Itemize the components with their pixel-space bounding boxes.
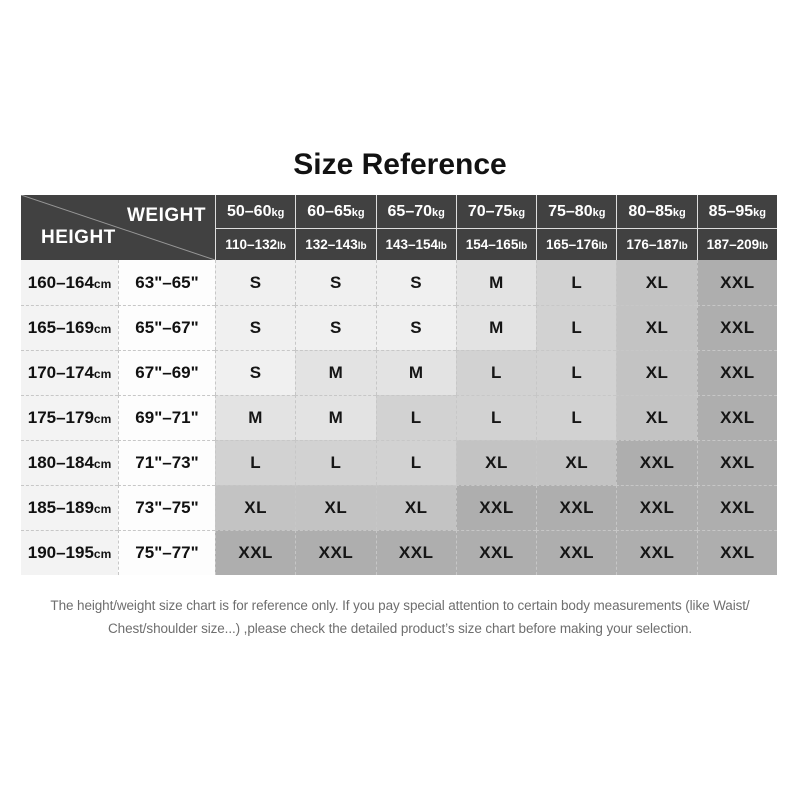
- size-cell: S: [376, 305, 456, 350]
- size-cell: M: [456, 305, 536, 350]
- size-cell: XXL: [697, 305, 777, 350]
- size-cell: XXL: [616, 440, 696, 485]
- disclaimer-text: [0, 594, 800, 640]
- size-cell: L: [536, 395, 616, 440]
- size-cell: XXL: [697, 530, 777, 575]
- page-title: Size Reference: [293, 148, 507, 181]
- disclaimer-line-1: The height/weight size chart is for reference only. If you pay special attention to certain body measurements (like Waist/: [50, 598, 750, 613]
- size-cell: XXL: [697, 395, 777, 440]
- size-cell: XL: [616, 350, 696, 395]
- height-cm-cell: 175–179cm: [21, 395, 118, 440]
- size-cell: L: [376, 395, 456, 440]
- height-cm-cell: 185–189cm: [21, 485, 118, 530]
- size-cell: S: [376, 260, 456, 305]
- size-cell: L: [536, 350, 616, 395]
- size-cell: L: [536, 260, 616, 305]
- height-axis-label: HEIGHT: [41, 227, 116, 248]
- size-cell: XL: [616, 305, 696, 350]
- height-in-cell: 67"–69": [118, 350, 215, 395]
- size-cell: M: [215, 395, 295, 440]
- weight-kg-header-cell: 65–70kg: [376, 195, 456, 228]
- size-cell: M: [295, 350, 375, 395]
- size-cell: M: [295, 395, 375, 440]
- size-cell: XXL: [456, 530, 536, 575]
- weight-kg-header-cell: 75–80kg: [536, 195, 616, 228]
- height-weight-corner-cell: [21, 195, 215, 260]
- size-cell: L: [456, 395, 536, 440]
- size-cell: L: [295, 440, 375, 485]
- size-cell: XL: [616, 395, 696, 440]
- size-cell: XXL: [697, 440, 777, 485]
- height-in-cell: 65"–67": [118, 305, 215, 350]
- height-in-cell: 73"–75": [118, 485, 215, 530]
- size-table: [21, 195, 777, 575]
- size-cell: XXL: [456, 485, 536, 530]
- weight-lb-header-cell: 165–176lb: [536, 228, 616, 260]
- size-cell: L: [456, 350, 536, 395]
- weight-lb-header-cell: 132–143lb: [295, 228, 375, 260]
- size-cell: S: [295, 305, 375, 350]
- size-cell: S: [215, 260, 295, 305]
- height-in-cell: 75"–77": [118, 530, 215, 575]
- size-cell: XL: [295, 485, 375, 530]
- size-cell: XXL: [536, 485, 616, 530]
- height-in-cell: 69"–71": [118, 395, 215, 440]
- size-cell: XXL: [697, 260, 777, 305]
- size-cell: S: [215, 350, 295, 395]
- weight-kg-header-cell: 50–60kg: [215, 195, 295, 228]
- size-cell: XL: [536, 440, 616, 485]
- size-cell: XL: [616, 260, 696, 305]
- size-cell: XXL: [295, 530, 375, 575]
- size-cell: XXL: [376, 530, 456, 575]
- weight-lb-header-cell: 143–154lb: [376, 228, 456, 260]
- size-cell: S: [215, 305, 295, 350]
- size-cell: XL: [456, 440, 536, 485]
- size-cell: L: [536, 305, 616, 350]
- height-cm-cell: 165–169cm: [21, 305, 118, 350]
- size-cell: M: [376, 350, 456, 395]
- weight-kg-header-cell: 70–75kg: [456, 195, 536, 228]
- height-cm-cell: 190–195cm: [21, 530, 118, 575]
- size-cell: XXL: [616, 485, 696, 530]
- size-cell: XXL: [697, 485, 777, 530]
- weight-lb-header-cell: 187–209lb: [697, 228, 777, 260]
- size-cell: M: [456, 260, 536, 305]
- size-cell: L: [376, 440, 456, 485]
- height-in-cell: 63"–65": [118, 260, 215, 305]
- weight-lb-header-cell: 176–187lb: [616, 228, 696, 260]
- disclaimer-line-2: Chest/shoulder size...) ,please check the detailed product’s size chart before making your selection.: [108, 621, 692, 636]
- height-in-cell: 71"–73": [118, 440, 215, 485]
- weight-kg-header-cell: 85–95kg: [697, 195, 777, 228]
- height-cm-cell: 170–174cm: [21, 350, 118, 395]
- size-cell: XXL: [215, 530, 295, 575]
- weight-lb-header-cell: 154–165lb: [456, 228, 536, 260]
- weight-kg-header-cell: 80–85kg: [616, 195, 696, 228]
- size-cell: L: [215, 440, 295, 485]
- size-cell: XXL: [536, 530, 616, 575]
- weight-lb-header-cell: 110–132lb: [215, 228, 295, 260]
- weight-axis-label: WEIGHT: [127, 205, 206, 226]
- size-cell: XXL: [616, 530, 696, 575]
- size-cell: XL: [215, 485, 295, 530]
- size-cell: XXL: [697, 350, 777, 395]
- size-cell: XL: [376, 485, 456, 530]
- weight-kg-header-cell: 60–65kg: [295, 195, 375, 228]
- height-cm-cell: 180–184cm: [21, 440, 118, 485]
- size-cell: S: [295, 260, 375, 305]
- height-cm-cell: 160–164cm: [21, 260, 118, 305]
